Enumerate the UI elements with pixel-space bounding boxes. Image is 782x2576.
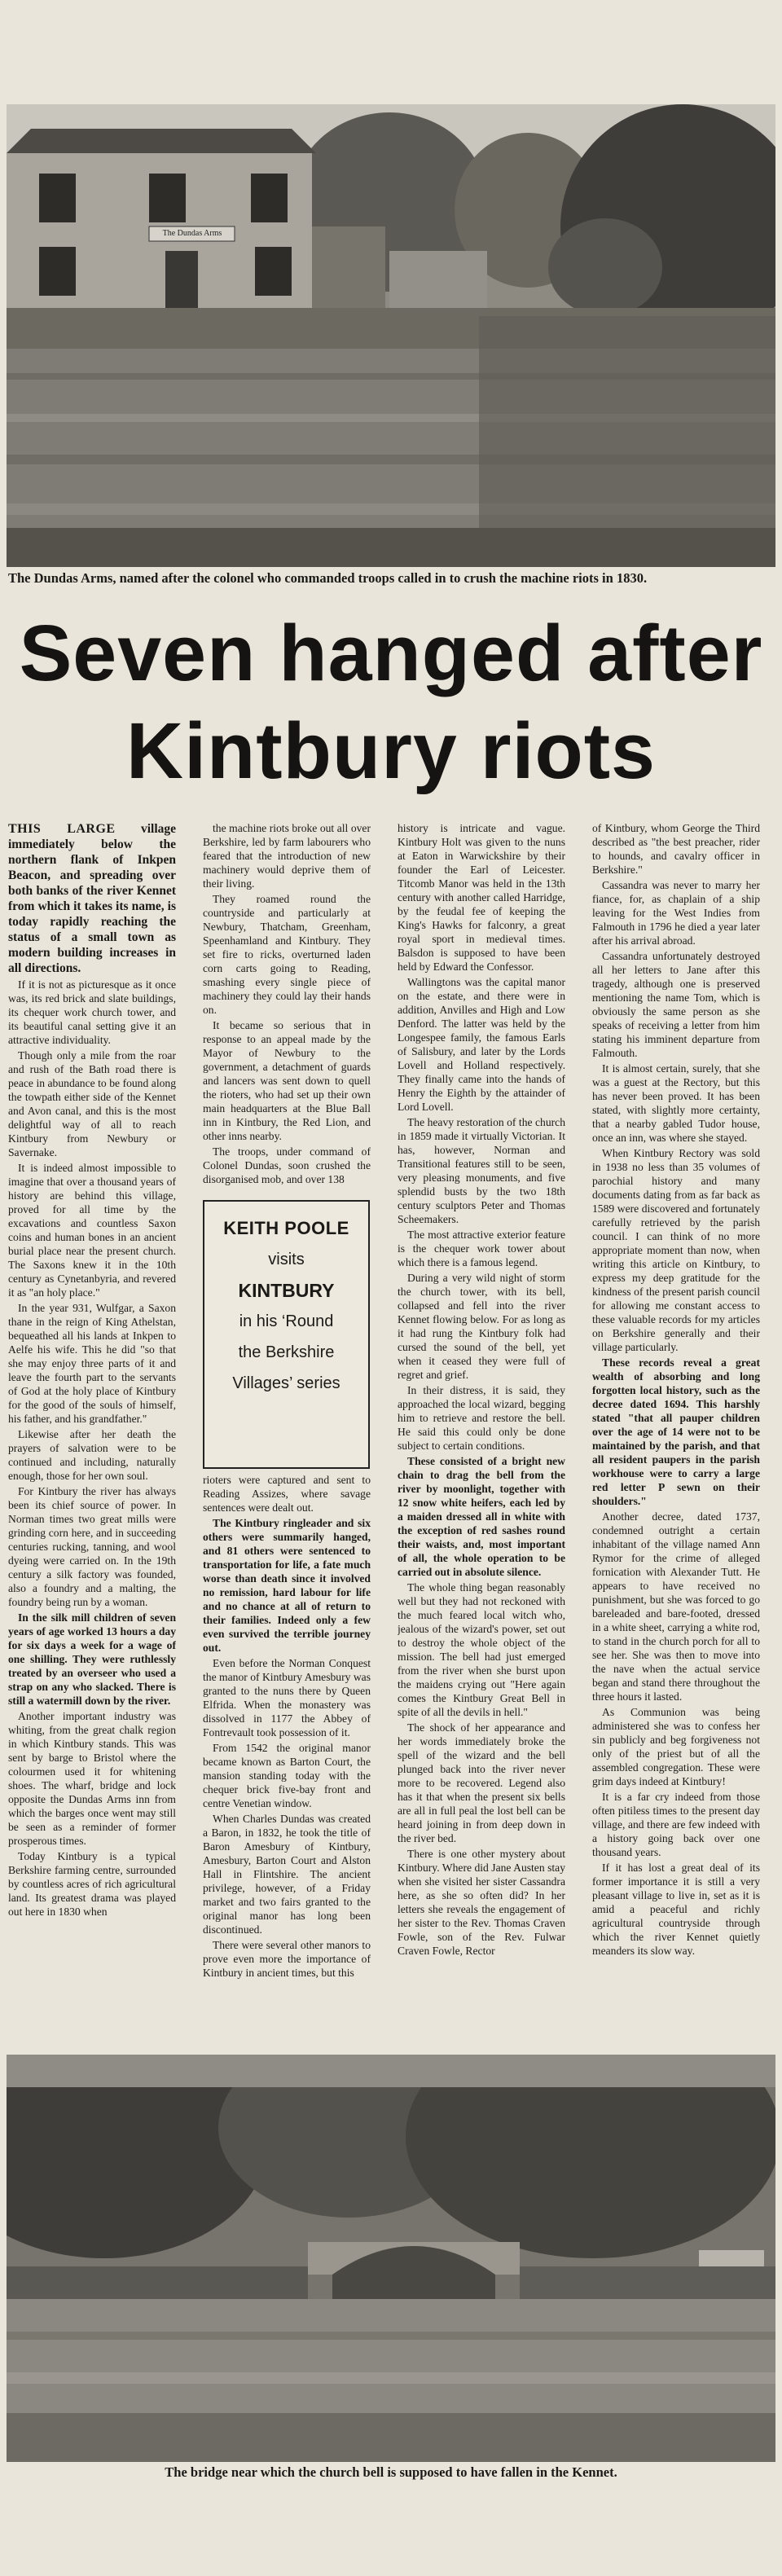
paragraph: The shock of her appearance and her words immediately broke the spell of the wizard and the bell plunged back into the river never more to be recovered. Legend also has it that when the present six bells are all in full peal the lost bell can be heard joining in from deep down in the river bed. (398, 1721, 565, 1844)
paragraph: During a very wild night of storm the church tower, with its bell, collapsed and fell into the river Kennet flowing below. For as long as it had rung the Kintbury folk had cursed the sound of the bell, yet when it ceased they were full of regret and grief. (398, 1272, 565, 1381)
paragraph-bold: In the silk mill children of seven years of age worked 13 hours a day for six days a week for a wage of one shilling. They were ruthlessly treated by an overseer who used a strap on any who slacked. There is still a watermill down by the river. (8, 1611, 176, 1707)
paragraph: Wallingtons was the capital manor on the estate, and there were in addition, Anvilles and High and Low Denford. The latter was held by the Longespee family, the famous Earls of Salisbury, and later by the Lords Lovell and Holland respectively. They finally came into the hands of Henry the Eighth by the attainder of Lord Lovell. (398, 976, 565, 1113)
paragraph: From 1542 the original manor became known as Barton Court, the mansion standing today with the chequer brick five-bay front and centre Venetian window. (203, 1742, 371, 1809)
article-column-1 (8, 821, 176, 2043)
series-line-2: the Berkshire (238, 1343, 335, 1361)
visits-text: visits (268, 1251, 305, 1268)
paragraph: There were several other manors to prove even more the importance of Kintbury in ancient times, but this (203, 1939, 371, 1979)
bridge-photo (7, 2055, 775, 2462)
dundas-arms-illustration (7, 104, 775, 567)
headline-line-2: Kintbury riots (126, 706, 656, 795)
column-2-upper (203, 821, 371, 1199)
paragraph-bold: These consisted of a bright new chain to drag the bell from the river by moonlight, together with 12 snow white heifers, each led by a maiden dressed all in white with the exception of red sashes round their waists, and, most important of all, the whole operation to be carried out in absolute silence. (398, 1455, 565, 1578)
paragraph: The heavy restoration of the church in 1859 made it virtually Victorian. It has, however, Norman and Transitional features still to be seen, very pleasing monuments, and five splendid busts by the two 18th century sculptors Peter and Thomas Scheemakers. (398, 1116, 565, 1225)
paragraph: There is one other mystery about Kintbury. Where did Jane Austen stay when she visited her sister Cassandra here, as she so often did? In her letters she reveals the engagement of her sister to the Rev. Thomas Craven Fowle, son of the Rev. Fulwar Craven Fowle, Rector (398, 1848, 565, 1957)
bottom-photo-caption: The bridge near which the church bell is supposed to have fallen in the Kennet. (165, 2464, 617, 2480)
place-name: KINTBURY (238, 1280, 335, 1301)
paragraph: If it has lost a great deal of its former importance it is still a very pleasant village to live in, set as it is amid a peaceful and richly agricultural countryside through which the river Kennet quietly meanders its slow way. (592, 1862, 760, 1957)
paragraph: Likewise after her death the prayers of salvation were to be continued and including, naturally enough, those for her own soul. (8, 1428, 176, 1482)
paragraph: In their distress, it is said, they approached the local wizard, begging him to retrieve and restore the bell. He said this could only be done subject to certain conditions. (398, 1384, 565, 1452)
paragraph: When Charles Dundas was created a Baron, in 1832, he took the title of Baron Amesbury of Kintbury, Amesbury, Barton Court and Alston Hall in Flintshire. The ancient privilege, however, of a Friday market and two fairs granted to the original manor has long been discontinued. (203, 1813, 371, 1936)
series-line-1: in his ‘Round (239, 1312, 334, 1330)
paragraph: The most attractive exterior feature is the chequer work tower about which there is a famous legend. (398, 1229, 565, 1268)
paragraph: It is indeed almost impossible to imagine that over a thousand years of history are behind this village, proved for all time by the excavations and countless Saxon coins and human bones in an ancient burial place near the present church. The Saxons knew it in the 10th century as Cynetanbyria, and revered it as "an holy place." (8, 1162, 176, 1299)
author-name: KEITH POOLE (223, 1218, 349, 1238)
paragraph: Another important industry was whiting, from the great chalk region in which Kintbury stands. This was sent by barge to Bristol where the colourmen used it for whitening shoes. The wharf, bridge and lock opposite the Dundas Arms inn from which the barges once went may still be seen as a reminder of former prosperous times. (8, 1710, 176, 1847)
series-box (203, 1200, 370, 1469)
paragraph: When Kintbury Rectory was sold in 1938 no less than 35 volumes of parochial history and many documents dating from as far back as 1589 were discovered and fortunately carefully retrieved by the parish council. I can think of no more appropriate moment than now, when writing this article on Kintbury, to express my deep gratitude for the kindness of the present parish council for allowing me constant access to these valuable records for my articles on Berkshire generally and their village particularly. (592, 1147, 760, 1353)
paragraph: For Kintbury the river has always been its chief source of power. In Norman times two great mills were grinding corn here, and in succeeding centuries rucking, tanning, and wool dyeing were carried on. In the 19th century a silk factory was founded, also a foundry and a malting, the foundry being run by a woman. (8, 1485, 176, 1608)
paragraph: Even before the Norman Conquest the manor of Kintbury Amesbury was granted to the nuns there by Queen Elfrida. When the monastery was dissolved in 1177 the Abbey of Fontrevault took possession of it. (203, 1657, 371, 1739)
lead-paragraph (8, 821, 176, 976)
paragraph: Cassandra was never to marry her fiance, for, as chaplain of a ship leaving for the West Indies from Falmouth in 1796 he died a year later after his arrival abroad. (592, 879, 760, 947)
paragraph: Today Kintbury is a typical Berkshire farming centre, surrounded by countless acres of rich agricultural land. Its greatest drama was played out here in 1830 when (8, 1850, 176, 1918)
paragraph: It is almost certain, surely, that she was a guest at the Rectory, but this has never been proved. It has been stated, with slightly more certainty, that a nearby gabled Tudor house, once an inn, was where she stayed. (592, 1062, 760, 1144)
paragraph: They roamed round the countryside and particularly at Newbury, Thatcham, Greenham, Speenhamland and Kintbury. They set fire to ricks, overturned laden corn carts going to Reading, smashing every single piece of machinery they could lay their hands on. (203, 893, 371, 1016)
lead-rest: village immediately below the northern flank of Inkpen Beacon, and spreading over both banks of the river Kennet from which it takes its name, is today rapidly reaching the status of a small town as modern building increases in all directions. (8, 822, 176, 975)
dundas-arms-photo (7, 104, 775, 567)
paragraph: The troops, under command of Colonel Dundas, soon crushed the disorganised mob, and over 138 (203, 1145, 371, 1185)
paragraph: Another decree, dated 1737, condemned outright a certain inhabitant of the village named Ann Rymor for the crime of alleged fornication with Alexander Tutt. He appears to have received no punishment, but she was forced to go bareleaded and bare-footed, dressed in a white sheet, carrying a white rod, to stand in the church porch for all to see her. She was then to move into the nave when the actual service began and stand there throughout the three hours it lasted. (592, 1510, 760, 1703)
paragraph: rioters were captured and sent to Reading Assizes, where savage sentences were dealt out. (203, 1474, 371, 1514)
paragraph: of Kintbury, whom George the Third described as "the best preacher, rider to hounds, and cavalry officer in Berkshire." (592, 822, 760, 876)
paragraph: It became so serious that in response to an appeal made by the Mayor of Newbury to the government, a detachment of guards and lancers was sent down to quell the rioters, who had set up their own main headquarters at the Blue Ball inn in Kintbury, the Red Lion, and other inns nearby. (203, 1019, 371, 1142)
column-2-lower (203, 1473, 371, 2043)
paragraph: Cassandra unfortunately destroyed all her letters to Jane after this tragedy, although one is preserved mentioning the name Tom, which is obviously the same person as she speaks of receiving a letter from him stating his imminent departure from Falmouth. (592, 950, 760, 1059)
top-photo-caption: The Dundas Arms, named after the colonel who commanded troops called in to crush the machine riots in 1830. (8, 570, 648, 586)
paragraph: Though only a mile from the roar and rush of the Bath road there is peace in abundance to be found along the towpath either side of the Kennet and Avon canal, and this is the most delightful way of all to reach Kintbury from Newbury or Savernake. (8, 1049, 176, 1158)
paragraph: The whole thing began reasonably well but they had not reckoned with the much feared local witch who, jealous of the wizard's power, set out to destroy the whole object of the mission. The bell had just emerged from the river when she burst upon the maidens crying out "Here again comes the Kintbury Great Bell in spite of all the devils in hell." (398, 1581, 565, 1718)
paragraph: history is intricate and vague. Kintbury Holt was given to the nuns at Eaton in Warwickshire by their founder the Earl of Leicester. Titcomb Manor was held in the 13th century with another called Harridge, by the feudal fee of keeping the King's Hawks for falconry, a great royal sport in medieval times. Balsdon is supposed to have been held by Edward the Confessor. (398, 822, 565, 973)
headline-line-1: Seven hanged after (19, 609, 763, 697)
paragraph-bold: These records reveal a great wealth of absorbing and long forgotten local history, such as the decree dated 1694. This harshly stated "that all pauper children over the age of 14 were not to be maintained by the parish, and that all resident paupers in the parish workhouse were to carry a large red letter P sewn on their shoulders." (592, 1356, 760, 1507)
paragraph-bold: The Kintbury ringleader and six others were summarily hanged, and 81 others were sentenced to transportation for life, a fate much worse than death since it involved no remission, hard labour for life and no chance at all of return to their families. Indeed only a few even survived the terrible journey out. (203, 1517, 371, 1654)
dundas-arms-sign: The Dundas Arms (162, 229, 222, 238)
article-column-3 (398, 821, 565, 2043)
bridge-illustration (7, 2055, 775, 2462)
paragraph: It is a far cry indeed from those often pitiless times to the present day village, and there are few indeed with a history going back over one thousand years. (592, 1791, 760, 1858)
paragraph: As Communion was being administered she was to confess her sin publicly and beg forgiveness not only of the priest but of all the assembled congregation. These were grim days indeed at Kintbury! (592, 1706, 760, 1787)
article-column-4 (592, 821, 760, 2043)
series-line-3: Villages’ series (232, 1374, 340, 1392)
paragraph: If it is not as picturesque as it once was, its red brick and slate buildings, its chequer work church tower, and its beautiful canal setting give it an attractive individuality. (8, 978, 176, 1046)
paragraph: In the year 931, Wulfgar, a Saxon thane in the reign of King Athelstan, bequeathed all his lands at Inkpen to Aelfe his wife. This he did "so that she may enjoy three parts of it and leave the fourth part to the servants of God at the holy place of Kintbury for the good of the souls of himself, his father, and his grandfather." (8, 1302, 176, 1425)
paragraph: the machine riots broke out all over Berkshire, led by farm labourers who feared that the introduction of new machinery would deprive them of their living. (203, 822, 371, 890)
lead-first-words: THIS LARGE (8, 822, 116, 836)
